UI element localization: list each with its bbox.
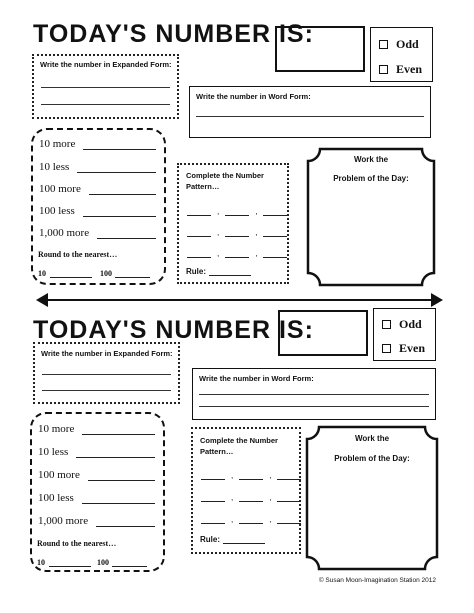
- round-label: Round to the nearest…: [37, 539, 117, 548]
- odd-even-box: [373, 308, 436, 361]
- odd-option[interactable]: [379, 37, 419, 52]
- todays-number-box[interactable]: [275, 26, 365, 72]
- answer-line[interactable]: [42, 374, 171, 375]
- page-title: TODAY'S NUMBER IS:: [33, 20, 314, 48]
- pattern-label: Complete the Number: [186, 171, 264, 180]
- arrow-left-icon: [36, 293, 48, 307]
- even-option[interactable]: [379, 62, 422, 77]
- list-item[interactable]: 10 more: [38, 423, 155, 435]
- odd-checkbox[interactable]: [382, 320, 391, 329]
- odd-label: Odd: [396, 37, 419, 51]
- arrow-right-icon: [431, 293, 443, 307]
- expanded-form-label: Write the number in Expanded Form:: [41, 349, 173, 358]
- odd-checkbox[interactable]: [379, 40, 388, 49]
- number-pattern-box: [177, 163, 289, 284]
- list-item[interactable]: 10 less: [38, 446, 155, 458]
- list-item[interactable]: 10 less: [39, 161, 156, 173]
- problem-of-the-day-frame: [305, 425, 439, 571]
- pattern-blanks[interactable]: , ,: [201, 493, 301, 502]
- answer-line[interactable]: [41, 104, 170, 105]
- pattern-blanks[interactable]: , ,: [201, 515, 301, 524]
- even-checkbox[interactable]: [379, 65, 388, 74]
- word-form-label: Write the number in Word Form:: [196, 92, 311, 101]
- list-item[interactable]: 100 less: [39, 205, 156, 217]
- pattern-label: Complete the Number: [200, 436, 278, 445]
- round-label: Round to the nearest…: [38, 250, 118, 259]
- list-item[interactable]: 100 more: [39, 183, 156, 195]
- page-title: TODAY'S NUMBER IS:: [33, 316, 314, 344]
- pattern-blanks[interactable]: , ,: [187, 228, 287, 237]
- rule-field[interactable]: Rule:: [186, 267, 251, 276]
- answer-line[interactable]: [41, 87, 170, 88]
- potd-label-2: Problem of the Day:: [334, 454, 410, 463]
- list-item[interactable]: 10 more: [39, 138, 156, 150]
- expanded-form-box: [33, 342, 180, 404]
- todays-number-box[interactable]: [278, 310, 368, 356]
- pattern-blanks[interactable]: , ,: [187, 207, 287, 216]
- even-label: Even: [399, 341, 426, 355]
- odd-label: Odd: [399, 317, 422, 331]
- list-item[interactable]: 1,000 more: [38, 515, 155, 527]
- word-form-label: Write the number in Word Form:: [199, 374, 314, 383]
- answer-line[interactable]: [42, 390, 171, 391]
- rule-field[interactable]: Rule:: [200, 535, 265, 544]
- potd-label: Work the: [354, 434, 390, 443]
- pattern-label-2: Pattern…: [186, 182, 220, 191]
- round-answers[interactable]: 10 100: [37, 558, 147, 567]
- odd-option[interactable]: [382, 317, 422, 332]
- round-answers[interactable]: 10 100: [38, 269, 150, 278]
- answer-line[interactable]: [199, 394, 429, 395]
- potd-label-2: Problem of the Day:: [333, 174, 409, 183]
- list-item[interactable]: 100 more: [38, 469, 155, 481]
- pattern-label-2: Pattern…: [200, 447, 234, 456]
- pattern-blanks[interactable]: , ,: [187, 249, 287, 258]
- even-option[interactable]: [382, 341, 425, 356]
- answer-line[interactable]: [199, 406, 429, 407]
- list-item[interactable]: 1,000 more: [39, 227, 156, 239]
- word-form-box: [189, 86, 431, 138]
- problem-of-the-day-frame: [306, 147, 436, 287]
- copyright-footer: © Susan Moon-Imagination Station 2012: [318, 577, 436, 584]
- number-pattern-box: [191, 427, 301, 554]
- place-value-box: [31, 128, 166, 285]
- expanded-form-box: [32, 54, 179, 119]
- word-form-box: [192, 368, 436, 420]
- list-item[interactable]: 100 less: [38, 492, 155, 504]
- odd-even-box: [370, 27, 433, 82]
- even-label: Even: [396, 62, 423, 76]
- answer-line[interactable]: [196, 116, 424, 117]
- place-value-box: [30, 412, 165, 572]
- expanded-form-label: Write the number in Expanded Form:: [40, 60, 172, 69]
- potd-label: Work the: [353, 155, 389, 164]
- pattern-blanks[interactable]: , ,: [201, 471, 301, 480]
- even-checkbox[interactable]: [382, 344, 391, 353]
